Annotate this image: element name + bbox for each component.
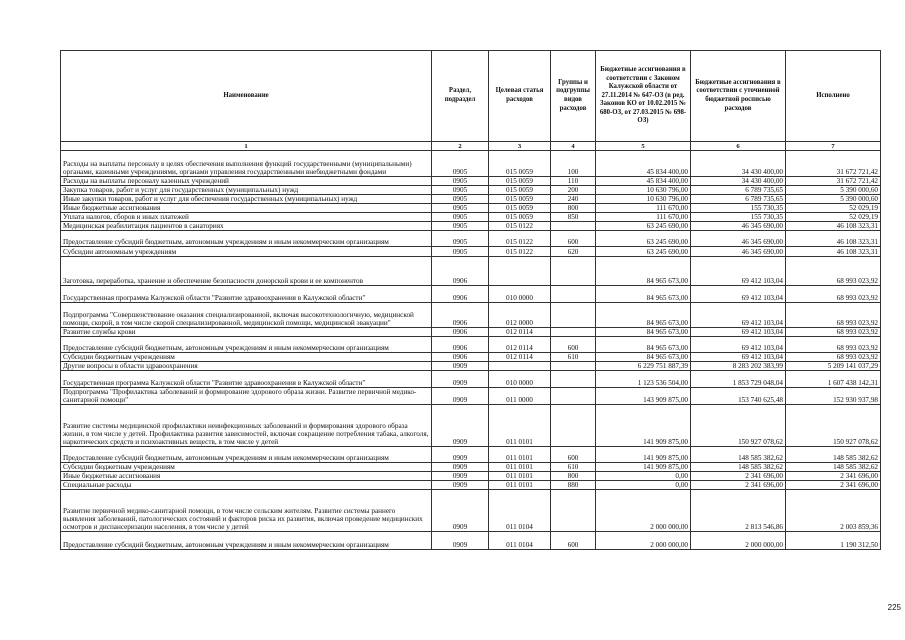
row-group [551, 303, 596, 328]
header-group: Группы и подгруппы видов расходов [551, 51, 596, 142]
table-row [61, 247, 881, 257]
row-section: 0909 [432, 532, 489, 550]
table-row [61, 353, 881, 362]
row-done-amount: 2 341 696,00 [786, 481, 881, 490]
row-plan-amount: 6 789 735,65 [691, 186, 786, 195]
row-law-amount: 141 909 875,00 [596, 405, 691, 447]
row-done-amount: 68 993 023,92 [786, 286, 881, 303]
row-name: Другие вопросы в области здравоохранения [61, 362, 432, 371]
row-plan-amount: 2 813 546,86 [691, 490, 786, 532]
row-law-amount: 84 965 673,00 [596, 286, 691, 303]
row-group [551, 286, 596, 303]
column-number: 6 [691, 142, 786, 151]
row-plan-amount: 148 585 382,62 [691, 463, 786, 472]
row-name: Заготовка, переработка, хранение и обеспечение безопасности донорской крови и ее компонентов [61, 257, 432, 286]
row-section: 0909 [432, 447, 489, 463]
row-name: Государственная программа Калужской области "Развитие здравоохранения в Калужской области" [61, 371, 432, 388]
row-section: 0905 [432, 195, 489, 204]
row-article: 015 0059 [489, 204, 551, 213]
row-group [551, 362, 596, 371]
row-name: Предоставление субсидий бюджетным, автономным учреждениям и иным некоммерческим организациям [61, 447, 432, 463]
row-group: 110 [551, 177, 596, 186]
row-section: 0909 [432, 463, 489, 472]
row-plan-amount: 6 789 735,65 [691, 195, 786, 204]
row-law-amount: 63 245 690,00 [596, 247, 691, 257]
row-plan-amount: 150 927 078,62 [691, 405, 786, 447]
row-section: 0906 [432, 328, 489, 337]
row-section: 0905 [432, 213, 489, 222]
row-name: Субсидии автономным учреждениям [61, 247, 432, 257]
row-name: Предоставление субсидий бюджетным, автономным учреждениям и иным некоммерческим организациям [61, 231, 432, 247]
column-number: 2 [432, 142, 489, 151]
row-done-amount: 150 927 078,62 [786, 405, 881, 447]
header-law: Бюджетные ассигнования в соответствии с Законом Калужской области от 27.11.2014 № 647-ОЗ (в ред. Законов КО от 10.02.2015 № 680-ОЗ, от 27.03.2015 № 698-ОЗ) [596, 51, 691, 142]
table-row [61, 405, 881, 447]
row-done-amount: 148 585 382,62 [786, 463, 881, 472]
row-law-amount: 63 245 690,00 [596, 231, 691, 247]
row-plan-amount: 69 412 103,04 [691, 353, 786, 362]
row-law-amount: 45 834 400,00 [596, 177, 691, 186]
row-done-amount: 5 209 141 037,29 [786, 362, 881, 371]
row-plan-amount: 2 341 696,00 [691, 472, 786, 481]
row-done-amount: 5 390 000,60 [786, 186, 881, 195]
row-section: 0905 [432, 186, 489, 195]
row-plan-amount: 2 000 000,00 [691, 532, 786, 550]
row-section: 0905 [432, 177, 489, 186]
row-article: 012 0000 [489, 303, 551, 328]
row-done-amount: 2 341 696,00 [786, 472, 881, 481]
row-done-amount: 52 029,19 [786, 204, 881, 213]
column-number-row [61, 142, 881, 151]
row-plan-amount: 153 740 625,48 [691, 388, 786, 405]
row-plan-amount: 69 412 103,04 [691, 303, 786, 328]
row-section: 0906 [432, 257, 489, 286]
row-name: Подпрограмма "Совершенствование оказания специализированной, включая высокотехнологичную, медицинской помощи, скорой, в том числе скорой специализированной, медицинской помощи, медицинской эвакуации" [61, 303, 432, 328]
row-article: 010 0000 [489, 286, 551, 303]
header-row [61, 51, 881, 142]
column-number: 7 [786, 142, 881, 151]
row-article [489, 257, 551, 286]
row-section: 0905 [432, 231, 489, 247]
row-article: 011 0101 [489, 405, 551, 447]
row-group [551, 222, 596, 231]
table-row [61, 532, 881, 550]
row-done-amount: 52 029,19 [786, 213, 881, 222]
row-name: Специальные расходы [61, 481, 432, 490]
row-done-amount: 68 993 023,92 [786, 257, 881, 286]
row-section: 0905 [432, 247, 489, 257]
page-number: 225 [887, 603, 901, 612]
column-number: 3 [489, 142, 551, 151]
row-done-amount: 68 993 023,92 [786, 353, 881, 362]
table-row [61, 213, 881, 222]
row-article: 011 0101 [489, 447, 551, 463]
row-done-amount: 152 930 937,98 [786, 388, 881, 405]
table-row [61, 303, 881, 328]
row-section: 0905 [432, 151, 489, 177]
row-group: 850 [551, 213, 596, 222]
row-article: 011 0101 [489, 472, 551, 481]
row-done-amount: 68 993 023,92 [786, 337, 881, 353]
row-name: Подпрограмма "Профилактика заболеваний и формирование здорового образа жизни. Развитие первичной медико-санитарной помощи" [61, 388, 432, 405]
row-article: 011 0104 [489, 532, 551, 550]
column-number: 5 [596, 142, 691, 151]
row-done-amount: 2 003 859,36 [786, 490, 881, 532]
table-row [61, 204, 881, 213]
row-law-amount: 0,00 [596, 481, 691, 490]
row-law-amount: 143 909 875,00 [596, 388, 691, 405]
row-article [489, 362, 551, 371]
row-group: 600 [551, 447, 596, 463]
row-plan-amount: 69 412 103,04 [691, 328, 786, 337]
row-plan-amount: 69 412 103,04 [691, 337, 786, 353]
row-section: 0906 [432, 337, 489, 353]
table-row [61, 472, 881, 481]
row-article: 015 0059 [489, 213, 551, 222]
row-section: 0909 [432, 405, 489, 447]
row-group: 610 [551, 463, 596, 472]
row-article: 012 0114 [489, 328, 551, 337]
row-name: Закупка товаров, работ и услуг для государственных (муниципальных) нужд [61, 186, 432, 195]
row-group: 620 [551, 247, 596, 257]
row-done-amount: 31 672 721,42 [786, 177, 881, 186]
row-plan-amount: 46 345 690,00 [691, 222, 786, 231]
row-law-amount: 63 245 690,00 [596, 222, 691, 231]
row-name: Государственная программа Калужской области "Развитие здравоохранения в Калужской области" [61, 286, 432, 303]
row-plan-amount: 46 345 690,00 [691, 231, 786, 247]
row-group: 610 [551, 353, 596, 362]
row-name: Иные бюджетные ассигнования [61, 472, 432, 481]
header-name: Наименование [61, 51, 432, 142]
row-section: 0906 [432, 353, 489, 362]
table-row [61, 222, 881, 231]
row-group: 880 [551, 481, 596, 490]
row-group [551, 388, 596, 405]
table-row [61, 286, 881, 303]
row-group: 200 [551, 186, 596, 195]
row-law-amount: 141 909 875,00 [596, 463, 691, 472]
table-row [61, 257, 881, 286]
row-plan-amount: 69 412 103,04 [691, 257, 786, 286]
row-group: 600 [551, 231, 596, 247]
row-article: 011 0000 [489, 388, 551, 405]
row-done-amount: 68 993 023,92 [786, 328, 881, 337]
row-done-amount: 148 585 382,62 [786, 447, 881, 463]
row-done-amount: 68 993 023,92 [786, 303, 881, 328]
row-name: Медицинская реабилитация пациентов в санаториях [61, 222, 432, 231]
row-plan-amount: 155 730,35 [691, 213, 786, 222]
row-plan-amount: 34 430 400,00 [691, 177, 786, 186]
row-plan-amount: 34 430 400,00 [691, 151, 786, 177]
row-law-amount: 10 630 796,00 [596, 195, 691, 204]
row-article: 015 0059 [489, 177, 551, 186]
header-section: Раздел, подраздел [432, 51, 489, 142]
row-name: Субсидии бюджетным учреждениям [61, 463, 432, 472]
row-article: 015 0122 [489, 231, 551, 247]
table-row [61, 388, 881, 405]
table-row [61, 151, 881, 177]
table-row [61, 195, 881, 204]
table-row [61, 362, 881, 371]
row-law-amount: 6 229 751 887,39 [596, 362, 691, 371]
row-name: Субсидии бюджетным учреждениям [61, 353, 432, 362]
row-name: Развитие службы крови [61, 328, 432, 337]
column-number: 1 [61, 142, 432, 151]
table-row [61, 490, 881, 532]
table-row [61, 447, 881, 463]
row-article: 015 0059 [489, 151, 551, 177]
row-article: 015 0122 [489, 247, 551, 257]
row-group: 600 [551, 337, 596, 353]
row-name: Развитие системы медицинской профилактики неинфекционных заболеваний и формирования здорового образа жизни, в том числе у детей. Профилактика развития зависимостей, включая сокращение потребления табака, алкоголя, наркотических средств и психоактивных веществ, в том числе у детей [61, 405, 432, 447]
header-plan: Бюджетные ассигнования в соответствии с уточненной бюджетной росписью расходов [691, 51, 786, 142]
row-article: 012 0114 [489, 353, 551, 362]
row-law-amount: 0,00 [596, 472, 691, 481]
row-done-amount: 31 672 721,42 [786, 151, 881, 177]
row-plan-amount: 148 585 382,62 [691, 447, 786, 463]
row-section: 0906 [432, 286, 489, 303]
budget-table [60, 50, 881, 550]
table-row [61, 231, 881, 247]
row-law-amount: 84 965 673,00 [596, 328, 691, 337]
row-law-amount: 10 630 796,00 [596, 186, 691, 195]
header-done: Исполнено [786, 51, 881, 142]
row-article: 015 0059 [489, 195, 551, 204]
row-section: 0905 [432, 222, 489, 231]
row-name: Иные закупки товаров, работ и услуг для обеспечения государственных (муниципальных) нужд [61, 195, 432, 204]
row-law-amount: 2 000 000,00 [596, 532, 691, 550]
row-plan-amount: 46 345 690,00 [691, 247, 786, 257]
row-group: 800 [551, 204, 596, 213]
row-article: 010 0000 [489, 371, 551, 388]
table-row [61, 481, 881, 490]
table-row [61, 463, 881, 472]
row-section: 0909 [432, 388, 489, 405]
row-section: 0909 [432, 481, 489, 490]
row-article: 015 0122 [489, 222, 551, 231]
header-article: Целевая статья расходов [489, 51, 551, 142]
row-done-amount: 46 108 323,31 [786, 247, 881, 257]
row-done-amount: 1 190 312,50 [786, 532, 881, 550]
row-article: 012 0114 [489, 337, 551, 353]
row-article: 011 0101 [489, 481, 551, 490]
row-law-amount: 141 909 875,00 [596, 447, 691, 463]
table-row [61, 371, 881, 388]
row-law-amount: 84 965 673,00 [596, 257, 691, 286]
row-group: 240 [551, 195, 596, 204]
row-name: Предоставление субсидий бюджетным, автономным учреждениям и иным некоммерческим организациям [61, 337, 432, 353]
row-group [551, 371, 596, 388]
row-law-amount: 84 965 673,00 [596, 337, 691, 353]
row-section: 0909 [432, 371, 489, 388]
row-name: Развитие первичной медико-санитарной помощи, в том числе сельским жителям. Развитие системы раннего выявления заболеваний, патологических состояний и факторов риска их развития, включая проведение медицинских осмотров и диспансеризации населения, в том числе у детей [61, 490, 432, 532]
row-article: 011 0104 [489, 490, 551, 532]
row-done-amount: 46 108 323,31 [786, 231, 881, 247]
row-name: Расходы на выплаты персоналу в целях обеспечения выполнения функций государственными (муниципальными) органами, казенными учреждениями, органами управления государственными внебюджетными фондами [61, 151, 432, 177]
row-group: 800 [551, 472, 596, 481]
row-law-amount: 111 670,00 [596, 213, 691, 222]
row-name: Расходы на выплаты персоналу казенных учреждений [61, 177, 432, 186]
row-section: 0909 [432, 472, 489, 481]
table-row [61, 186, 881, 195]
row-group: 600 [551, 532, 596, 550]
row-article: 011 0101 [489, 463, 551, 472]
row-done-amount: 1 607 438 142,31 [786, 371, 881, 388]
row-law-amount: 2 000 000,00 [596, 490, 691, 532]
row-plan-amount: 2 341 696,00 [691, 481, 786, 490]
row-law-amount: 111 670,00 [596, 204, 691, 213]
column-number: 4 [551, 142, 596, 151]
row-group [551, 405, 596, 447]
row-name: Предоставление субсидий бюджетным, автономным учреждениям и иным некоммерческим организациям [61, 532, 432, 550]
row-law-amount: 84 965 673,00 [596, 353, 691, 362]
row-name: Иные бюджетные ассигнования [61, 204, 432, 213]
row-article: 015 0059 [489, 186, 551, 195]
table-row [61, 177, 881, 186]
row-law-amount: 1 123 536 504,00 [596, 371, 691, 388]
row-section: 0909 [432, 490, 489, 532]
row-section: 0906 [432, 303, 489, 328]
row-plan-amount: 155 730,35 [691, 204, 786, 213]
row-plan-amount: 69 412 103,04 [691, 286, 786, 303]
row-group [551, 328, 596, 337]
table-body [61, 151, 881, 550]
row-group [551, 490, 596, 532]
row-law-amount: 45 834 400,00 [596, 151, 691, 177]
table-row [61, 328, 881, 337]
row-done-amount: 46 108 323,31 [786, 222, 881, 231]
row-law-amount: 84 965 673,00 [596, 303, 691, 328]
row-name: Уплата налогов, сборов и иных платежей [61, 213, 432, 222]
row-plan-amount: 1 853 729 048,04 [691, 371, 786, 388]
row-section: 0905 [432, 204, 489, 213]
row-done-amount: 5 390 000,60 [786, 195, 881, 204]
row-group [551, 257, 596, 286]
row-section: 0909 [432, 362, 489, 371]
row-plan-amount: 8 283 202 383,99 [691, 362, 786, 371]
row-group: 100 [551, 151, 596, 177]
table-row [61, 337, 881, 353]
